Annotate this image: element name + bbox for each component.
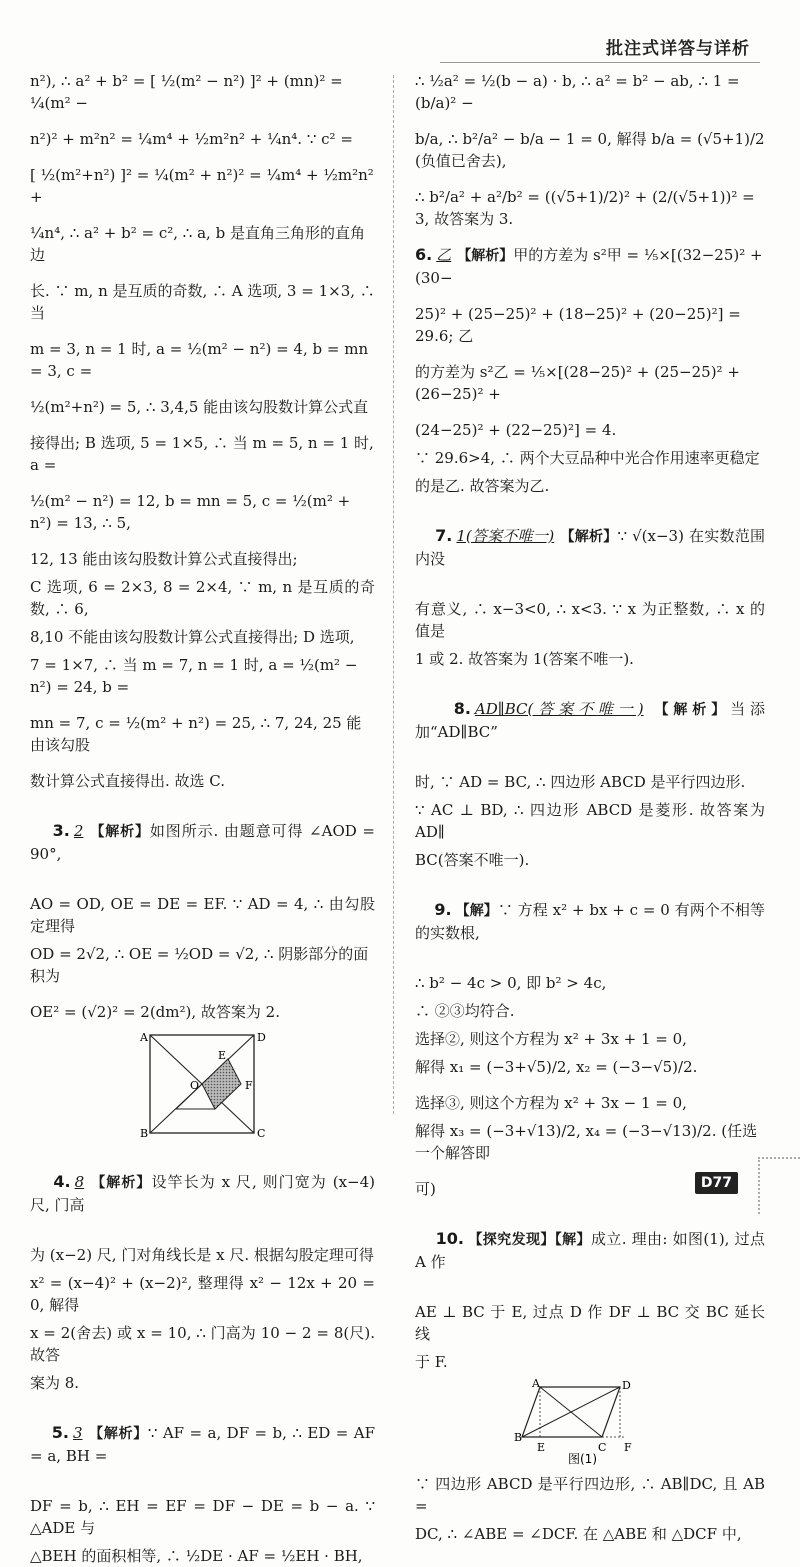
q10-line: AE ⊥ BC 于 E, 过点 D 作 DF ⊥ BC 交 BC 延长线 bbox=[415, 1303, 765, 1343]
q9-line: ∴ b² − 4c > 0, 即 b² > 4c, bbox=[415, 974, 607, 992]
corner-decoration bbox=[758, 1157, 800, 1214]
q3-line: 如图所示. 由题意可得 ∠AOD = 90°, bbox=[30, 822, 380, 863]
question-number: 9. bbox=[434, 900, 452, 919]
q8-line: BC(答案不唯一). bbox=[415, 851, 530, 869]
q10-line: ∵ 四边形 ABCD 是平行四边形, ∴ AB∥DC, 且 AB = bbox=[415, 1475, 770, 1515]
right-line: ∴ ½a² = ½(b − a) · b, ∴ a² = b² − ab, ∴ 1 = (b/a)² − bbox=[415, 72, 740, 112]
analysis-tag: 【解析】 bbox=[560, 529, 618, 545]
question-number: 7. bbox=[435, 526, 453, 545]
q3-line: OE² = (√2)² = 2(dm²), 故答案为 2. bbox=[30, 1003, 280, 1021]
left-line: 数计算公式直接得出. 故选 C. bbox=[30, 772, 226, 790]
left-line: 7 = 1×7, ∴ 当 m = 7, n = 1 时, a = ½(m² − n²) = 24, b = bbox=[30, 656, 358, 696]
question-5 bbox=[30, 1400, 380, 1489]
q4-line: 设竿长为 x 尺, 则门宽为 (x−4) 尺, 门高 bbox=[30, 1173, 380, 1214]
q6-line: ∵ 29.6>4, ∴ 两个大豆品种中光合作用速率更稳定 bbox=[415, 449, 760, 467]
q7-line: ∵ √(x−3) 在实数范围内没 bbox=[415, 527, 766, 568]
q9-line: 解得 x₃ = (−3+√13)/2, x₄ = (−3−√13)/2. (任选一个解答即 bbox=[415, 1122, 758, 1162]
column-divider bbox=[393, 75, 394, 1114]
question-number: 4. bbox=[53, 1172, 71, 1191]
q8-line: 当添加“AD∥BC” bbox=[415, 700, 766, 741]
q3-line: AO = OD, OE = DE = EF. ∵ AD = 4, ∴ 由勾股定理得 bbox=[30, 895, 375, 935]
q4-line: x = 2(舍去) 或 x = 10, ∴ 门高为 10 − 2 = 8(尺). 故答 bbox=[30, 1324, 380, 1364]
fig-label-o: O bbox=[189, 1079, 199, 1092]
analysis-tag: 【解析】 bbox=[457, 248, 514, 264]
fig-label-d: D bbox=[622, 1379, 631, 1392]
question-4 bbox=[30, 1149, 380, 1238]
q4-line: 案为 8. bbox=[30, 1374, 80, 1392]
question-number: 5. bbox=[51, 1423, 69, 1442]
question-7 bbox=[415, 503, 765, 592]
fig-label-b: B bbox=[514, 1431, 523, 1444]
left-line: 8,10 不能由该勾股数计算公式直接得出; D 选项, bbox=[30, 628, 355, 646]
left-line: 长. ∵ m, n 是互质的奇数, ∴ A 选项, 3 = 1×3, ∴ 当 bbox=[30, 282, 375, 322]
fig-label-a: A bbox=[139, 1031, 148, 1044]
q3-line: OD = 2√2, ∴ OE = ½OD = √2, ∴ 阴影部分的面积为 bbox=[30, 945, 369, 985]
q6-line: 25)² + (25−25)² + (18−25)² + (20−25)²] = 29.6; 乙 bbox=[415, 305, 741, 345]
left-line: 12, 13 能由该勾股数计算公式直接得出; bbox=[30, 550, 298, 568]
question-8 bbox=[415, 676, 765, 765]
fig-label-e: E bbox=[217, 1049, 226, 1062]
q7-line: 有意义, ∴ x−3<0, ∴ x<3. ∵ x 为正整数, ∴ x 的值是 bbox=[415, 600, 765, 640]
q8-line: ∵ AC ⊥ BD, ∴ 四边形 ABCD 是菱形. 故答案为 AD∥ bbox=[415, 801, 770, 841]
q9-line: ∵ 方程 x² + bx + c = 0 有两个不相等的实数根, bbox=[415, 901, 765, 942]
q6-line: 的方差为 s²乙 = ⅕×[(28−25)² + (25−25)² + (26−25)² + bbox=[415, 363, 740, 403]
q10-line: 成立. 理由: 如图(1), 过点 A 作 bbox=[415, 1230, 770, 1271]
analysis-tag: 【探究发现】【解】 bbox=[468, 1232, 591, 1248]
answer: 乙 bbox=[436, 246, 452, 264]
figure-caption: 图(1) bbox=[568, 1452, 597, 1466]
answer: 2 bbox=[73, 822, 84, 840]
answer: 3 bbox=[72, 1424, 83, 1442]
fig-label-c: C bbox=[256, 1127, 265, 1140]
left-line: m = 3, n = 1 时, a = ½(m² − n²) = 4, b = mn = 3, c = bbox=[30, 340, 369, 380]
header-rule bbox=[440, 62, 760, 63]
q6-line: 甲的方差为 s²甲 = ⅕×[(32−25)² + (30− bbox=[415, 246, 763, 287]
question-6 bbox=[415, 244, 765, 289]
q5-line: △BEH 的面积相等, ∴ ½DE · AF = ½EH · BH, bbox=[30, 1547, 363, 1565]
analysis-tag: 【解】 bbox=[455, 903, 498, 919]
left-line: ½(m²+n²) = 5, ∴ 3,4,5 能由该勾股数计算公式直 bbox=[30, 398, 369, 416]
answer: 1(答案不唯一) bbox=[456, 527, 555, 545]
analysis-tag: 【解析】 bbox=[88, 1426, 148, 1442]
q4-line: 为 (x−2) 尺, 门对角线长是 x 尺. 根据勾股定理可得 bbox=[30, 1246, 374, 1264]
page-number-badge: D77 bbox=[695, 1172, 738, 1194]
question-number: 10. bbox=[435, 1229, 464, 1248]
question-number: 6. bbox=[415, 245, 433, 264]
question-10 bbox=[415, 1206, 770, 1295]
fig-label-c: C bbox=[598, 1441, 607, 1454]
header-title: 批注式详答与详析 bbox=[606, 39, 750, 59]
fig-label-a: A bbox=[532, 1377, 540, 1390]
q5-line: DF = b, ∴ EH = EF = DF − DE = b − a. ∵ △ADE 与 bbox=[30, 1497, 380, 1537]
question-number: 3. bbox=[52, 821, 70, 840]
analysis-tag: 【解析】 bbox=[89, 824, 150, 840]
q9-line: 选择③, 则这个方程为 x² + 3x − 1 = 0, bbox=[415, 1094, 687, 1112]
left-column bbox=[30, 70, 380, 1565]
q6-line: 的是乙. 故答案为乙. bbox=[415, 477, 550, 495]
fig-label-d: D bbox=[256, 1031, 266, 1044]
left-line: 接得出; B 选项, 5 = 1×5, ∴ 当 m = 5, n = 1 时, a = bbox=[30, 434, 374, 474]
fig-label-e: E bbox=[537, 1441, 546, 1454]
analysis-tag: 【解析】 bbox=[649, 702, 731, 718]
answer: 8 bbox=[74, 1173, 85, 1191]
left-line: ½(m² − n²) = 12, b = mn = 5, c = ½(m² + n²) = 13, ∴ 5, bbox=[30, 492, 351, 532]
q4-line: x² = (x−4)² + (x−2)², 整理得 x² − 12x + 20 = 0, 解得 bbox=[30, 1274, 380, 1314]
left-line: C 选项, 6 = 2×3, 8 = 2×4, ∵ m, n 是互质的奇数, ∴ 6, bbox=[30, 578, 375, 618]
q6-line: (24−25)² + (22−25)²] = 4. bbox=[415, 421, 617, 439]
left-line: [ ½(m²+n²) ]² = ¼(m² + n²)² = ¼m⁴ + ½m²n² + bbox=[30, 166, 374, 206]
question-number: 8. bbox=[453, 699, 471, 718]
q7-line: 1 或 2. 故答案为 1(答案不唯一). bbox=[415, 650, 634, 668]
left-line: n²)² + m²n² = ¼m⁴ + ½m²n² + ¼n⁴. ∵ c² = bbox=[30, 130, 353, 148]
answer: AD∥BC(答案不唯一) bbox=[474, 700, 644, 718]
right-line: ∴ b²/a² + a²/b² = ((√5+1)/2)² + (2/(√5+1))² = 3, 故答案为 3. bbox=[415, 188, 755, 228]
left-line: n²), ∴ a² + b² = [ ½(m² − n²) ]² + (mn)² = ¼(m² − bbox=[30, 72, 343, 112]
q9-line: 解得 x₁ = (−3+√5)/2, x₂ = (−3−√5)/2. bbox=[415, 1058, 698, 1076]
left-line: mn = 7, c = ½(m² + n²) = 25, ∴ 7, 24, 25 能由该勾股 bbox=[30, 714, 362, 754]
fig-label-b: B bbox=[139, 1127, 148, 1140]
question-9 bbox=[415, 877, 765, 966]
q3-square-figure bbox=[138, 1029, 268, 1141]
fig-label-f: F bbox=[244, 1079, 253, 1092]
q10-line: 于 F. bbox=[415, 1353, 448, 1371]
q10-parallelogram-figure bbox=[514, 1377, 660, 1466]
q9-line: ∴ ②③均符合. bbox=[415, 1002, 515, 1020]
left-line: ¼n⁴, ∴ a² + b² = c², ∴ a, b 是直角三角形的直角边 bbox=[30, 224, 365, 264]
q10-line: DC, ∴ ∠ABE = ∠DCF. 在 △ABE 和 △DCF 中, bbox=[415, 1525, 742, 1543]
q9-line: 选择②, 则这个方程为 x² + 3x + 1 = 0, bbox=[415, 1030, 687, 1048]
question-3 bbox=[30, 798, 380, 887]
q9-line: 可) bbox=[415, 1180, 436, 1198]
q8-line: 时, ∵ AD = BC, ∴ 四边形 ABCD 是平行四边形. bbox=[415, 773, 746, 791]
right-line: b/a, ∴ b²/a² − b/a − 1 = 0, 解得 b/a = (√5+1)/2 (负值已舍去), bbox=[415, 130, 765, 170]
fig-label-f: F bbox=[624, 1441, 632, 1454]
analysis-tag: 【解析】 bbox=[90, 1175, 152, 1191]
q5-line: ∵ AF = a, DF = b, ∴ ED = AF = a, BH = bbox=[30, 1424, 380, 1465]
